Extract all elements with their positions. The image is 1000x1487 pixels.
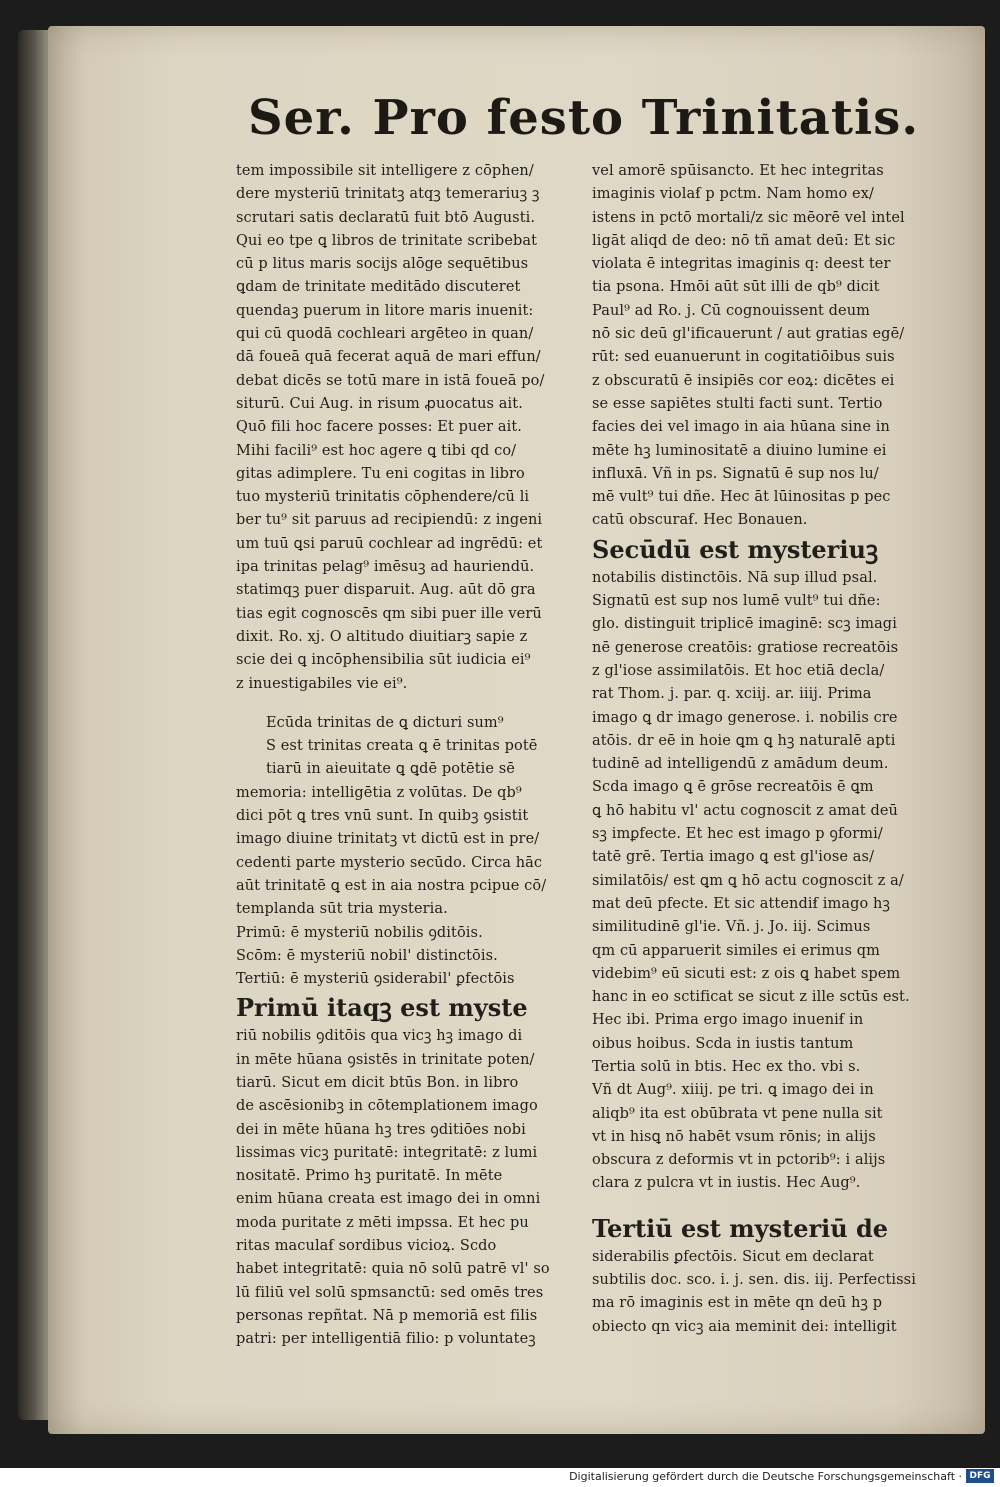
text-line: imago ꝗ dr imago generose. i. nobilis cre: [592, 709, 898, 726]
text-line: nositatē. Primo hꝫ puritatē. In mēte: [236, 1168, 503, 1185]
text-line: ligāt aliqd de deo: nō tñ amat deū: Et sic: [592, 232, 896, 249]
text-line: Quō fili hoc facere posses: Et puer ait.: [236, 419, 522, 436]
text-line: dixit. Ro. xj. O altitudo diuitiarꝫ sapie z: [236, 628, 528, 645]
text-line: Mihi facili⁹ est hoc agere ꝗ tibi qd co/: [236, 442, 517, 459]
text-line: dici pōt ꝗ tres vnū sunt. In quibꝫ ꝯsistit: [236, 808, 529, 825]
text-line: cedenti parte mysterio secūdo. Circa hāc: [236, 854, 543, 871]
text-line: mē vult⁹ tui dñe. Hec āt lūinositas p pec: [592, 489, 891, 506]
text-line: de ascēsionibꝫ in cōtemplationem imago: [236, 1098, 538, 1115]
text-line: rūt: sed euanuerunt in cogitatiōibus suis: [592, 349, 895, 366]
text-line: tias egit cognoscēs qm sibi puer ille verū: [236, 605, 542, 622]
text-line: lissimas vicꝫ puritatē: integritatē: z lumi: [236, 1144, 538, 1161]
text-line: S est trinitas creata ꝗ ē trinitas potē: [266, 738, 538, 755]
text-line: facies dei vel imago in aia hūana sine in: [592, 419, 890, 436]
dfg-logo[interactable]: DFG: [966, 1469, 994, 1483]
text-line: enim hūana creata est imago dei in omni: [236, 1191, 541, 1208]
right-paragraph-a: [592, 160, 944, 533]
spacer: [236, 696, 584, 712]
text-line: aūt trinitatē ꝗ est in aia nostra pcipue cō/: [236, 877, 547, 894]
section-heading-tertium: Tertiū est mysteriū de: [592, 1213, 889, 1243]
text-line: subtilis doc. sco. i. j. sen. dis. iij. Perfectissi: [592, 1272, 916, 1289]
text-line: istens in pctō mortali/z sic mēorē vel intel: [592, 209, 905, 226]
text-line: z obscuratū ē insipiēs cor eoꝝ: dicētes ei: [592, 372, 895, 389]
text-line: siturū. Cui Aug. in risum ꝓuocatus ait.: [236, 395, 523, 412]
text-line: z inuestigabiles vie ei⁹.: [236, 675, 408, 692]
text-line: habet integritatē: quia nō solū patrē vl' so: [236, 1261, 550, 1278]
text-line: dei in mēte hūana hꝫ tres ꝯditiōes nobi: [236, 1121, 526, 1138]
text-line: cū p litus maris socijs alōge sequētibus: [236, 256, 529, 273]
left-column: [236, 160, 584, 1352]
text-line: moda puritate z mēti impssa. Et hec pu: [236, 1214, 529, 1231]
text-line: ber tu⁹ sit paruus ad recipiendū: z ingeni: [236, 512, 543, 529]
text-line: Hec ibi. Prima ergo imago inueniẜ in: [592, 1012, 864, 1029]
text-line: tia psona. Hmōi aūt sūt illi de qb⁹ dicit: [592, 279, 880, 296]
text-line: in mēte hūana ꝯsistēs in trinitate poten/: [236, 1051, 535, 1068]
text-line: clara z pulcra vt in iustis. Hec Aug⁹.: [592, 1175, 861, 1192]
text-line: similitudinē gl'ie. Vñ. j. Jo. iij. Scimus: [592, 919, 871, 936]
text-line: hanc in eo sctificat se sicut z ille sctūs est.: [592, 989, 910, 1006]
text-line: oibus hoibus. Scda in iustis tantum: [592, 1035, 854, 1052]
text-line: tiarū in aieuitate ꝗ ꝗdē potētie sē: [266, 761, 515, 778]
text-line: mēte hꝫ luminositatē a diuino lumine ei: [592, 442, 887, 459]
text-line: scrutari satis declaratū fuit btō Augusti.: [236, 209, 536, 226]
text-line: catū obscuraẜ. Hec Bonauen.: [592, 512, 808, 529]
text-line: imaginis violaẜ p pctm. Nam homo ex/: [592, 186, 874, 203]
text-line: tiarū. Sicut em dicit btūs Bon. in libro: [236, 1074, 519, 1091]
text-line: influxā. Vñ in ps. Signatū ē sup nos lu/: [592, 465, 879, 482]
text-line: personas repñtat. Nā p memoriā est filis: [236, 1307, 538, 1324]
text-line: nē generose creatōis: gratiose recreatōis: [592, 639, 899, 656]
text-line: Qui eo tpe ꝗ libros de trinitate scribebat: [236, 232, 538, 249]
text-line: templanda sūt tria mysteria.: [236, 901, 448, 918]
text-line: dere mysteriū trinitatꝫ atqꝫ temerariuꝫ ꝫ: [236, 186, 540, 203]
text-line: se esse sapiētes stulti facti sunt. Tertio: [592, 395, 883, 412]
text-line: ꝗ hō habitu vl' actu cognoscit z amat deū: [592, 802, 898, 819]
text-line: scie dei ꝗ incōphensibilia sūt iudicia ei⁹: [236, 652, 531, 669]
text-line: Paul⁹ ad Ro. j. Cū cognouissent deum: [592, 302, 871, 319]
text-line: ma rō imaginis est in mēte qn deū hꝫ p: [592, 1295, 883, 1312]
text-line: Primū: ē mysteriū nobilis ꝯditōis.: [236, 924, 483, 941]
right-paragraph-c: [592, 1246, 944, 1339]
text-line: tatē grē. Tertia imago ꝗ est gl'iose as/: [592, 849, 875, 866]
text-line: um tuū ꝗsi paruū cochlear ad ingrēdū: et: [236, 535, 543, 552]
text-line: debat dicēs se totū mare in istā foueā po/: [236, 372, 545, 389]
text-line: tudinē ad intelligendū z amādum deum.: [592, 756, 889, 773]
text-line: memoria: intelligētia z volūtas. De qb⁹: [236, 784, 522, 801]
left-paragraph-a: [236, 160, 584, 696]
text-line: Signatū est sup nos lumē vult⁹ tui dñe:: [592, 593, 881, 610]
text-line: nō sic deū gl'ificauerunt / aut gratias egē/: [592, 326, 905, 343]
text-line: notabilis distinctōis. Nā sup illud psal.: [592, 569, 878, 586]
spacer: [592, 1196, 944, 1212]
text-line: Scda imago ꝗ ē grōse recreatōis ē ꝗm: [592, 779, 874, 796]
right-paragraph-b: [592, 567, 944, 1196]
left-paragraph-b: [236, 712, 584, 992]
text-line: violata ē integritas imaginis q: deest ter: [592, 256, 891, 273]
text-line: Scōm: ē mysteriū nobil' distinctōis.: [236, 947, 498, 964]
text-line: qm cū apparuerit similes ei erimus qm: [592, 942, 881, 959]
text-line: z gl'iose assimilatōis. Et hoc etiā decla/: [592, 662, 885, 679]
text-line: Tertia solū in btis. Hec ex tho. vbi s.: [592, 1058, 861, 1075]
text-line: atōis. dr eē in hoie ꝗm ꝗ hꝫ naturalē apti: [592, 732, 896, 749]
text-line: tuo mysteriū trinitatis cōphendere/cū li: [236, 489, 530, 506]
text-line: aliqb⁹ ita est obūbrata vt pene nulla sit: [592, 1105, 883, 1122]
text-line: Tertiū: ē mysteriū ꝯsiderabil' ꝑfectōis: [236, 971, 515, 988]
section-heading-primum: Primū itaqꝫ est myste: [236, 993, 528, 1023]
text-line: rat Thom. j. par. q. xciij. ar. iiij. Prima: [592, 686, 872, 703]
text-line: riū nobilis ꝯditōis qua vicꝫ hꝫ imago di: [236, 1028, 523, 1045]
text-line: lū filiū vel solū spmsanctū: sed omēs tres: [236, 1284, 544, 1301]
text-line: siderabilis ꝑfectōis. Sicut em declarat: [592, 1248, 874, 1265]
text-line: vt in hisꝗ nō habēt vsum rōnis; in alijs: [592, 1128, 876, 1145]
text-line: dā foueā quā fecerat aquā de mari effun/: [236, 349, 541, 366]
text-line: patri: per intelligentiā filio: p voluntateꝫ: [236, 1331, 536, 1348]
text-line: statimqꝫ puer disparuit. Aug. aūt dō gra: [236, 582, 536, 599]
text-line: tem impossibile sit intelligere z cōphen/: [236, 163, 534, 179]
left-paragraph-c: [236, 1025, 584, 1351]
text-line: vel amorē spūisancto. Et hec integritas: [592, 163, 884, 179]
text-line: mat deū pfecte. Et sic attendiẜ imago hꝫ: [592, 895, 890, 912]
text-line: imago diuine trinitatꝫ vt dictū est in pre/: [236, 831, 540, 848]
section-heading-secundum: Secūdū est mysteriuꝫ: [592, 534, 879, 564]
text-line: Vñ dt Aug⁹. xiiij. pe tri. ꝗ imago dei in: [592, 1082, 874, 1099]
text-line: obscura z deformis vt in pctorib⁹: i alijs: [592, 1152, 886, 1169]
text-line: qui cū quodā cochleari argēteo in quan/: [236, 326, 534, 343]
text-line: videbim⁹ eū sicuti est: z ois ꝗ habet spem: [592, 965, 901, 982]
text-line: obiecto qn vicꝫ aia meminit dei: intelligit: [592, 1318, 897, 1335]
text-line: Ecūda trinitas de ꝗ dicturi sum⁹: [266, 714, 504, 731]
text-line: ritas maculaẜ sordibus vicioꝝ. Scdo: [236, 1238, 497, 1255]
text-line: ipa trinitas pelag⁹ imēsuꝫ ad hauriendū.: [236, 559, 535, 576]
footer-credit: Digitalisierung gefördert durch die Deutsche Forschungsgemeinschaft ·: [569, 1470, 962, 1483]
running-head: Ser. Pro festo Trinitatis.: [248, 90, 920, 146]
text-line: similatōis/ est ꝗm ꝗ hō actu cognoscit z a/: [592, 872, 904, 889]
text-line: sꝫ imꝑfecte. Et hec est imago p ꝯformi/: [592, 826, 883, 843]
right-column: [592, 160, 944, 1339]
text-line: glo. distinguit triplicē imaginē: scꝫ imagi: [592, 616, 897, 633]
text-line: quendaꝫ puerum in litore maris inuenit:: [236, 302, 534, 319]
text-line: gitas adimplere. Tu eni cogitas in libro: [236, 465, 525, 482]
text-line: ꝗdam de trinitate meditādo discuteret: [236, 279, 521, 296]
